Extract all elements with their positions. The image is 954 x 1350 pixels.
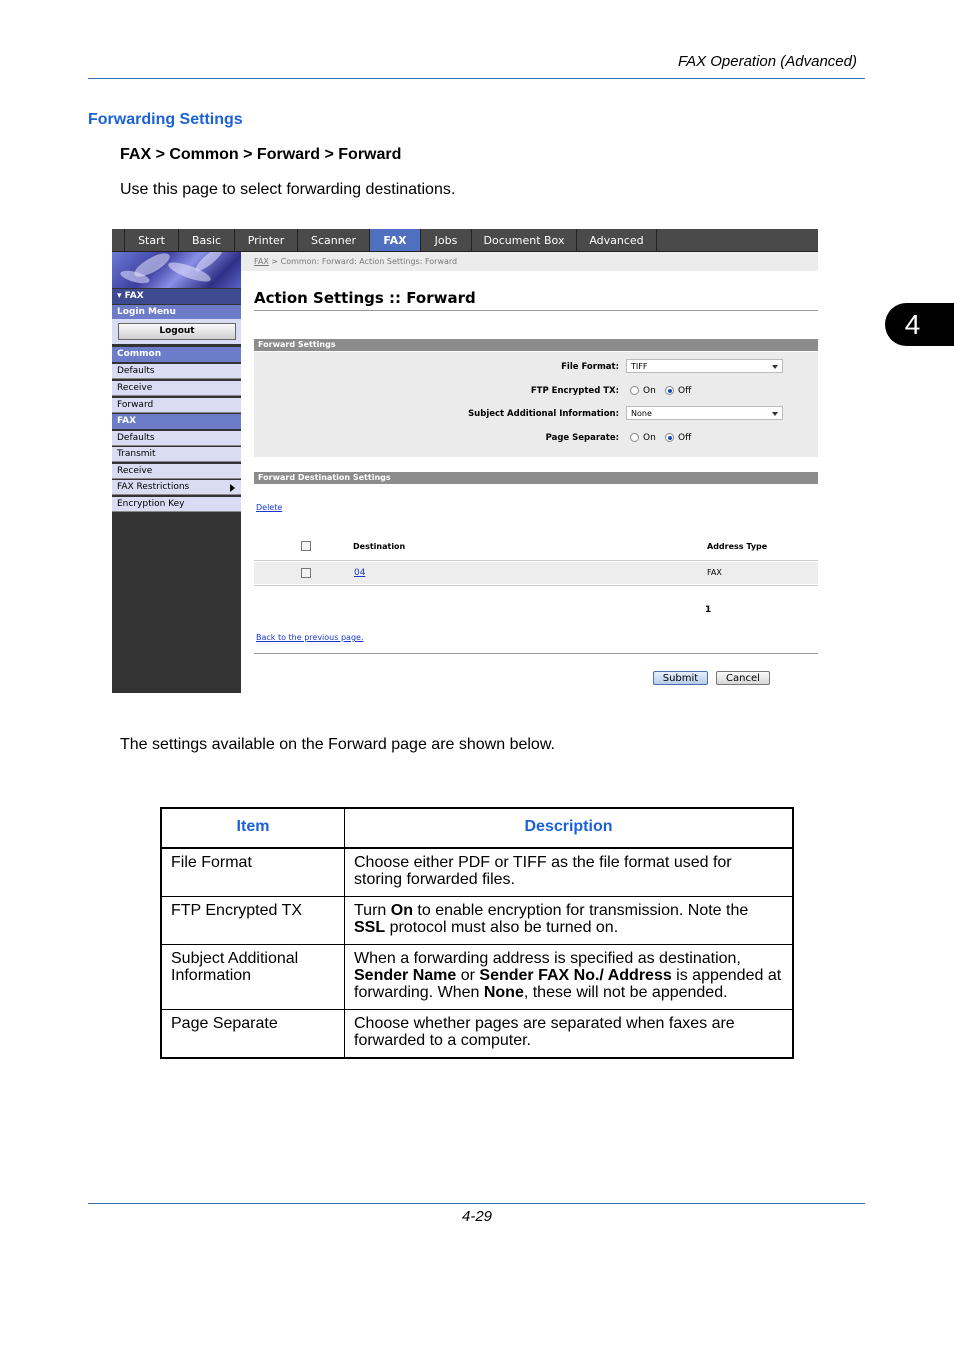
ftp-off-label: Off — [678, 386, 692, 396]
description-cell: Choose either PDF or TIFF as the file format used for storing forwarded files. — [345, 848, 794, 897]
page-separate-label: Page Separate: — [545, 433, 619, 443]
tab-fax[interactable]: FAX — [369, 229, 420, 251]
breadcrumb-fax-link[interactable]: FAX — [254, 257, 269, 266]
text-run: When a forwarding address is specified as destination, — [354, 950, 741, 967]
table-row — [161, 897, 793, 945]
address-type-value: FAX — [707, 568, 722, 577]
top-nav — [112, 229, 818, 252]
footer-rule — [88, 1203, 865, 1204]
footer-rule — [254, 653, 818, 654]
bold-term: Sender FAX No./ Address — [479, 967, 672, 984]
tab-document-box[interactable]: Document Box — [471, 229, 576, 251]
chevron-down-icon — [772, 365, 778, 369]
tab-start[interactable]: Start — [124, 229, 178, 251]
description-cell — [345, 945, 794, 1010]
back-link[interactable]: Back to the previous page. — [256, 633, 364, 642]
submit-button[interactable]: Submit — [653, 671, 708, 685]
table-row — [161, 848, 793, 897]
text-run: Turn — [354, 902, 391, 919]
header-rule — [88, 78, 865, 79]
subject-info-select[interactable] — [626, 406, 783, 420]
item-cell: File Format — [161, 848, 345, 897]
caret-right-icon — [230, 484, 235, 492]
sidebar-item-common-forward[interactable]: Forward — [112, 398, 241, 413]
subject-info-label: Subject Additional Information: — [468, 409, 619, 419]
page-heading: Action Settings :: Forward — [254, 289, 476, 307]
ftp-encrypted-label: FTP Encrypted TX: — [530, 386, 619, 396]
nav-path: FAX > Common > Forward > Forward — [120, 146, 402, 163]
banner-image — [112, 252, 241, 288]
web-ui-screenshot — [112, 229, 818, 693]
sidebar — [112, 252, 241, 693]
item-cell: Page Separate — [161, 1010, 345, 1059]
item-cell: Subject Additional Information — [161, 945, 345, 1010]
text-run: , these will not be appended. — [523, 984, 728, 1001]
tab-basic[interactable]: Basic — [178, 229, 234, 251]
breadcrumb — [241, 252, 818, 271]
settings-table — [160, 807, 794, 1059]
heading-rule — [254, 310, 818, 311]
tab-advanced[interactable]: Advanced — [576, 229, 656, 251]
item-cell: FTP Encrypted TX — [161, 897, 345, 945]
sidebar-fax-toggle[interactable]: ▾ FAX — [112, 289, 241, 304]
table-row-rule — [254, 585, 818, 586]
ftp-on-label: On — [643, 386, 656, 396]
row-checkbox[interactable] — [301, 568, 311, 578]
tab-printer[interactable]: Printer — [234, 229, 297, 251]
table-row — [161, 1010, 793, 1059]
breadcrumb-rest: > Common: Forward: Action Settings: Forward — [268, 257, 458, 266]
chevron-down-icon — [772, 412, 778, 416]
destination-column-header: Destination — [353, 542, 406, 551]
table-row — [161, 945, 793, 1010]
sidebar-common: Common — [112, 347, 241, 362]
page-count: 1 — [705, 605, 712, 615]
page-number: 4-29 — [461, 1208, 493, 1225]
chapter-header: FAX Operation (Advanced) — [678, 53, 857, 70]
sidebar-item-fax-restrictions[interactable] — [112, 480, 241, 495]
description-cell: Choose whether pages are separated when faxes are forwarded to a computer. — [345, 1010, 794, 1059]
tab-scanner[interactable]: Scanner — [297, 229, 369, 251]
cancel-button[interactable]: Cancel — [716, 671, 770, 685]
destination-settings-header: Forward Destination Settings — [254, 472, 818, 484]
intro-text: Use this page to select forwarding destinations. — [120, 181, 456, 198]
bold-term: SSL — [354, 919, 386, 936]
tab-divider — [656, 229, 657, 251]
destination-link[interactable]: 04 — [354, 568, 366, 578]
file-format-select[interactable] — [626, 359, 783, 373]
chapter-tab — [885, 303, 954, 346]
page-sep-on-label: On — [643, 433, 656, 443]
table-header-rule — [254, 560, 818, 561]
subject-info-value: None — [631, 409, 652, 418]
fax-restrictions-label: FAX Restrictions — [117, 482, 190, 492]
ftp-on-radio[interactable] — [630, 386, 639, 395]
tab-jobs[interactable]: Jobs — [420, 229, 471, 251]
sidebar-item-encryption-key[interactable]: Encryption Key — [112, 497, 241, 512]
text-run: to enable encryption for transmission. Note the — [412, 902, 749, 919]
bold-term: Sender Name — [354, 967, 457, 984]
logout-button[interactable]: Logout — [118, 323, 236, 340]
delete-link[interactable]: Delete — [256, 503, 283, 512]
bold-term: None — [483, 984, 524, 1001]
file-format-value: TIFF — [631, 362, 648, 371]
page-sep-off-radio[interactable] — [665, 433, 674, 442]
page-sep-off-label: Off — [678, 433, 692, 443]
page-sep-on-radio[interactable] — [630, 433, 639, 442]
sidebar-item-common-receive[interactable]: Receive — [112, 381, 241, 396]
caption-text: The settings available on the Forward page are shown below. — [120, 736, 555, 753]
bold-term: On — [390, 902, 413, 919]
item-column-header: Item — [161, 808, 345, 848]
sidebar-item-fax-defaults[interactable]: Defaults — [112, 431, 241, 446]
sidebar-item-fax-receive[interactable]: Receive — [112, 464, 241, 479]
description-cell — [345, 897, 794, 945]
section-title: Forwarding Settings — [88, 111, 243, 128]
text-run: or — [456, 967, 480, 984]
description-column-header: Description — [345, 808, 794, 848]
table-row — [254, 562, 818, 584]
chapter-number: 4 — [904, 308, 921, 340]
text-run: protocol must also be turned on. — [385, 919, 619, 936]
sidebar-fax: FAX — [112, 414, 241, 429]
sidebar-login-menu: Login Menu — [112, 305, 241, 319]
logout-area — [112, 319, 241, 344]
sidebar-item-fax-transmit[interactable]: Transmit — [112, 447, 241, 462]
select-all-checkbox[interactable] — [301, 541, 311, 551]
forward-settings-header: Forward Settings — [254, 339, 818, 351]
sidebar-item-common-defaults[interactable]: Defaults — [112, 364, 241, 379]
file-format-label: File Format: — [561, 362, 619, 372]
ftp-off-radio[interactable] — [665, 386, 674, 395]
address-type-column-header: Address Type — [707, 542, 768, 551]
text-run: is appended at forwarding. When — [354, 967, 782, 1001]
